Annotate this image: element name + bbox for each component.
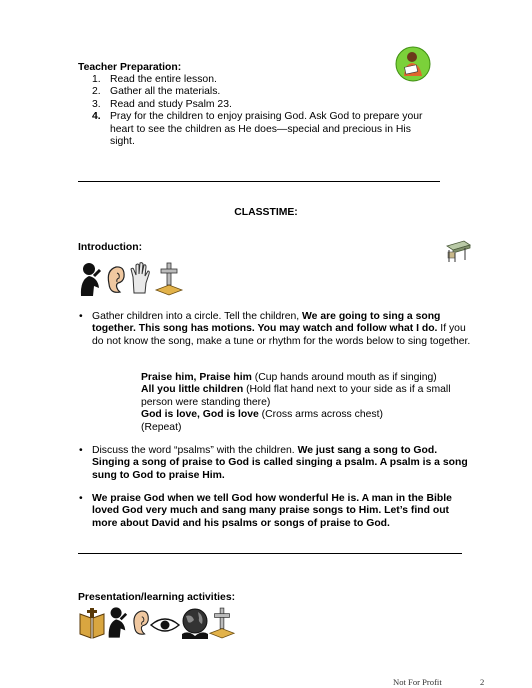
desk-icon bbox=[444, 238, 472, 264]
hand-icon bbox=[128, 261, 152, 295]
song-line: All you little children (Hold flat hand next to your side as if a small person were standing there) bbox=[141, 384, 451, 408]
song-line: Praise him, Praise him (Cup hands around mouth as if singing) bbox=[141, 372, 437, 383]
page-number: 2 bbox=[480, 677, 485, 687]
section-divider bbox=[78, 181, 440, 182]
intro-bullet-david: • We praise God when we tell God how wonderful He is. A man in the Bible loved God very much and sang many praise songs to Him. Let’s find out more about David and his psalms or songs of praise to God. bbox=[79, 493, 452, 529]
prep-item: 3. Read and study Psalm 23. bbox=[92, 98, 232, 110]
teacher-reading-icon bbox=[395, 46, 431, 82]
praying-child-icon bbox=[106, 606, 128, 640]
song-lyrics bbox=[141, 372, 481, 434]
introduction-heading: Introduction: bbox=[78, 242, 143, 253]
ear-icon bbox=[130, 608, 150, 638]
bullet-marker: • bbox=[79, 445, 83, 456]
teacher-prep-list bbox=[92, 74, 437, 148]
teacher-prep-heading: Teacher Preparation: bbox=[78, 62, 182, 73]
bullet-marker: • bbox=[79, 311, 83, 322]
prep-item: 1. Read the entire lesson. bbox=[92, 74, 217, 85]
section-divider bbox=[78, 553, 462, 554]
classtime-heading: CLASSTIME: bbox=[234, 207, 298, 218]
prep-item: 2. Gather all the materials. bbox=[92, 86, 221, 98]
globe-hands-icon bbox=[180, 606, 210, 640]
open-bible-icon bbox=[78, 606, 106, 640]
bullet-marker: • bbox=[79, 493, 83, 504]
song-line: God is love, God is love (Cross arms across chest) bbox=[141, 409, 383, 421]
ear-icon bbox=[104, 264, 126, 296]
presentation-heading: Presentation/learning activities: bbox=[78, 592, 236, 603]
eye-icon bbox=[150, 616, 180, 634]
intro-bullet-psalms: • Discuss the word “psalms” with the children. We just sang a song to God. Singing a song of praise to God is called singing a psalm. A psalm is a song sung to God to praise Him. bbox=[79, 445, 468, 481]
song-line: (Repeat) bbox=[141, 421, 182, 433]
cross-bible-icon bbox=[208, 606, 236, 640]
intro-bullet-song: • Gather children into a circle. Tell the children, We are going to sing a song together. This song has motions. You may watch and follow what I do. If you do not know the song, make a tune or rhythm for the words below to sing together. bbox=[79, 311, 471, 347]
praying-child-icon bbox=[78, 262, 102, 298]
cross-bible-icon bbox=[154, 262, 184, 296]
footer-note: Not For Profit bbox=[393, 677, 442, 687]
prep-item: 4. Pray for the children to enjoy praising God. Ask God to prepare your heart to see the children as He does—special and precious in His sight. bbox=[92, 111, 423, 148]
